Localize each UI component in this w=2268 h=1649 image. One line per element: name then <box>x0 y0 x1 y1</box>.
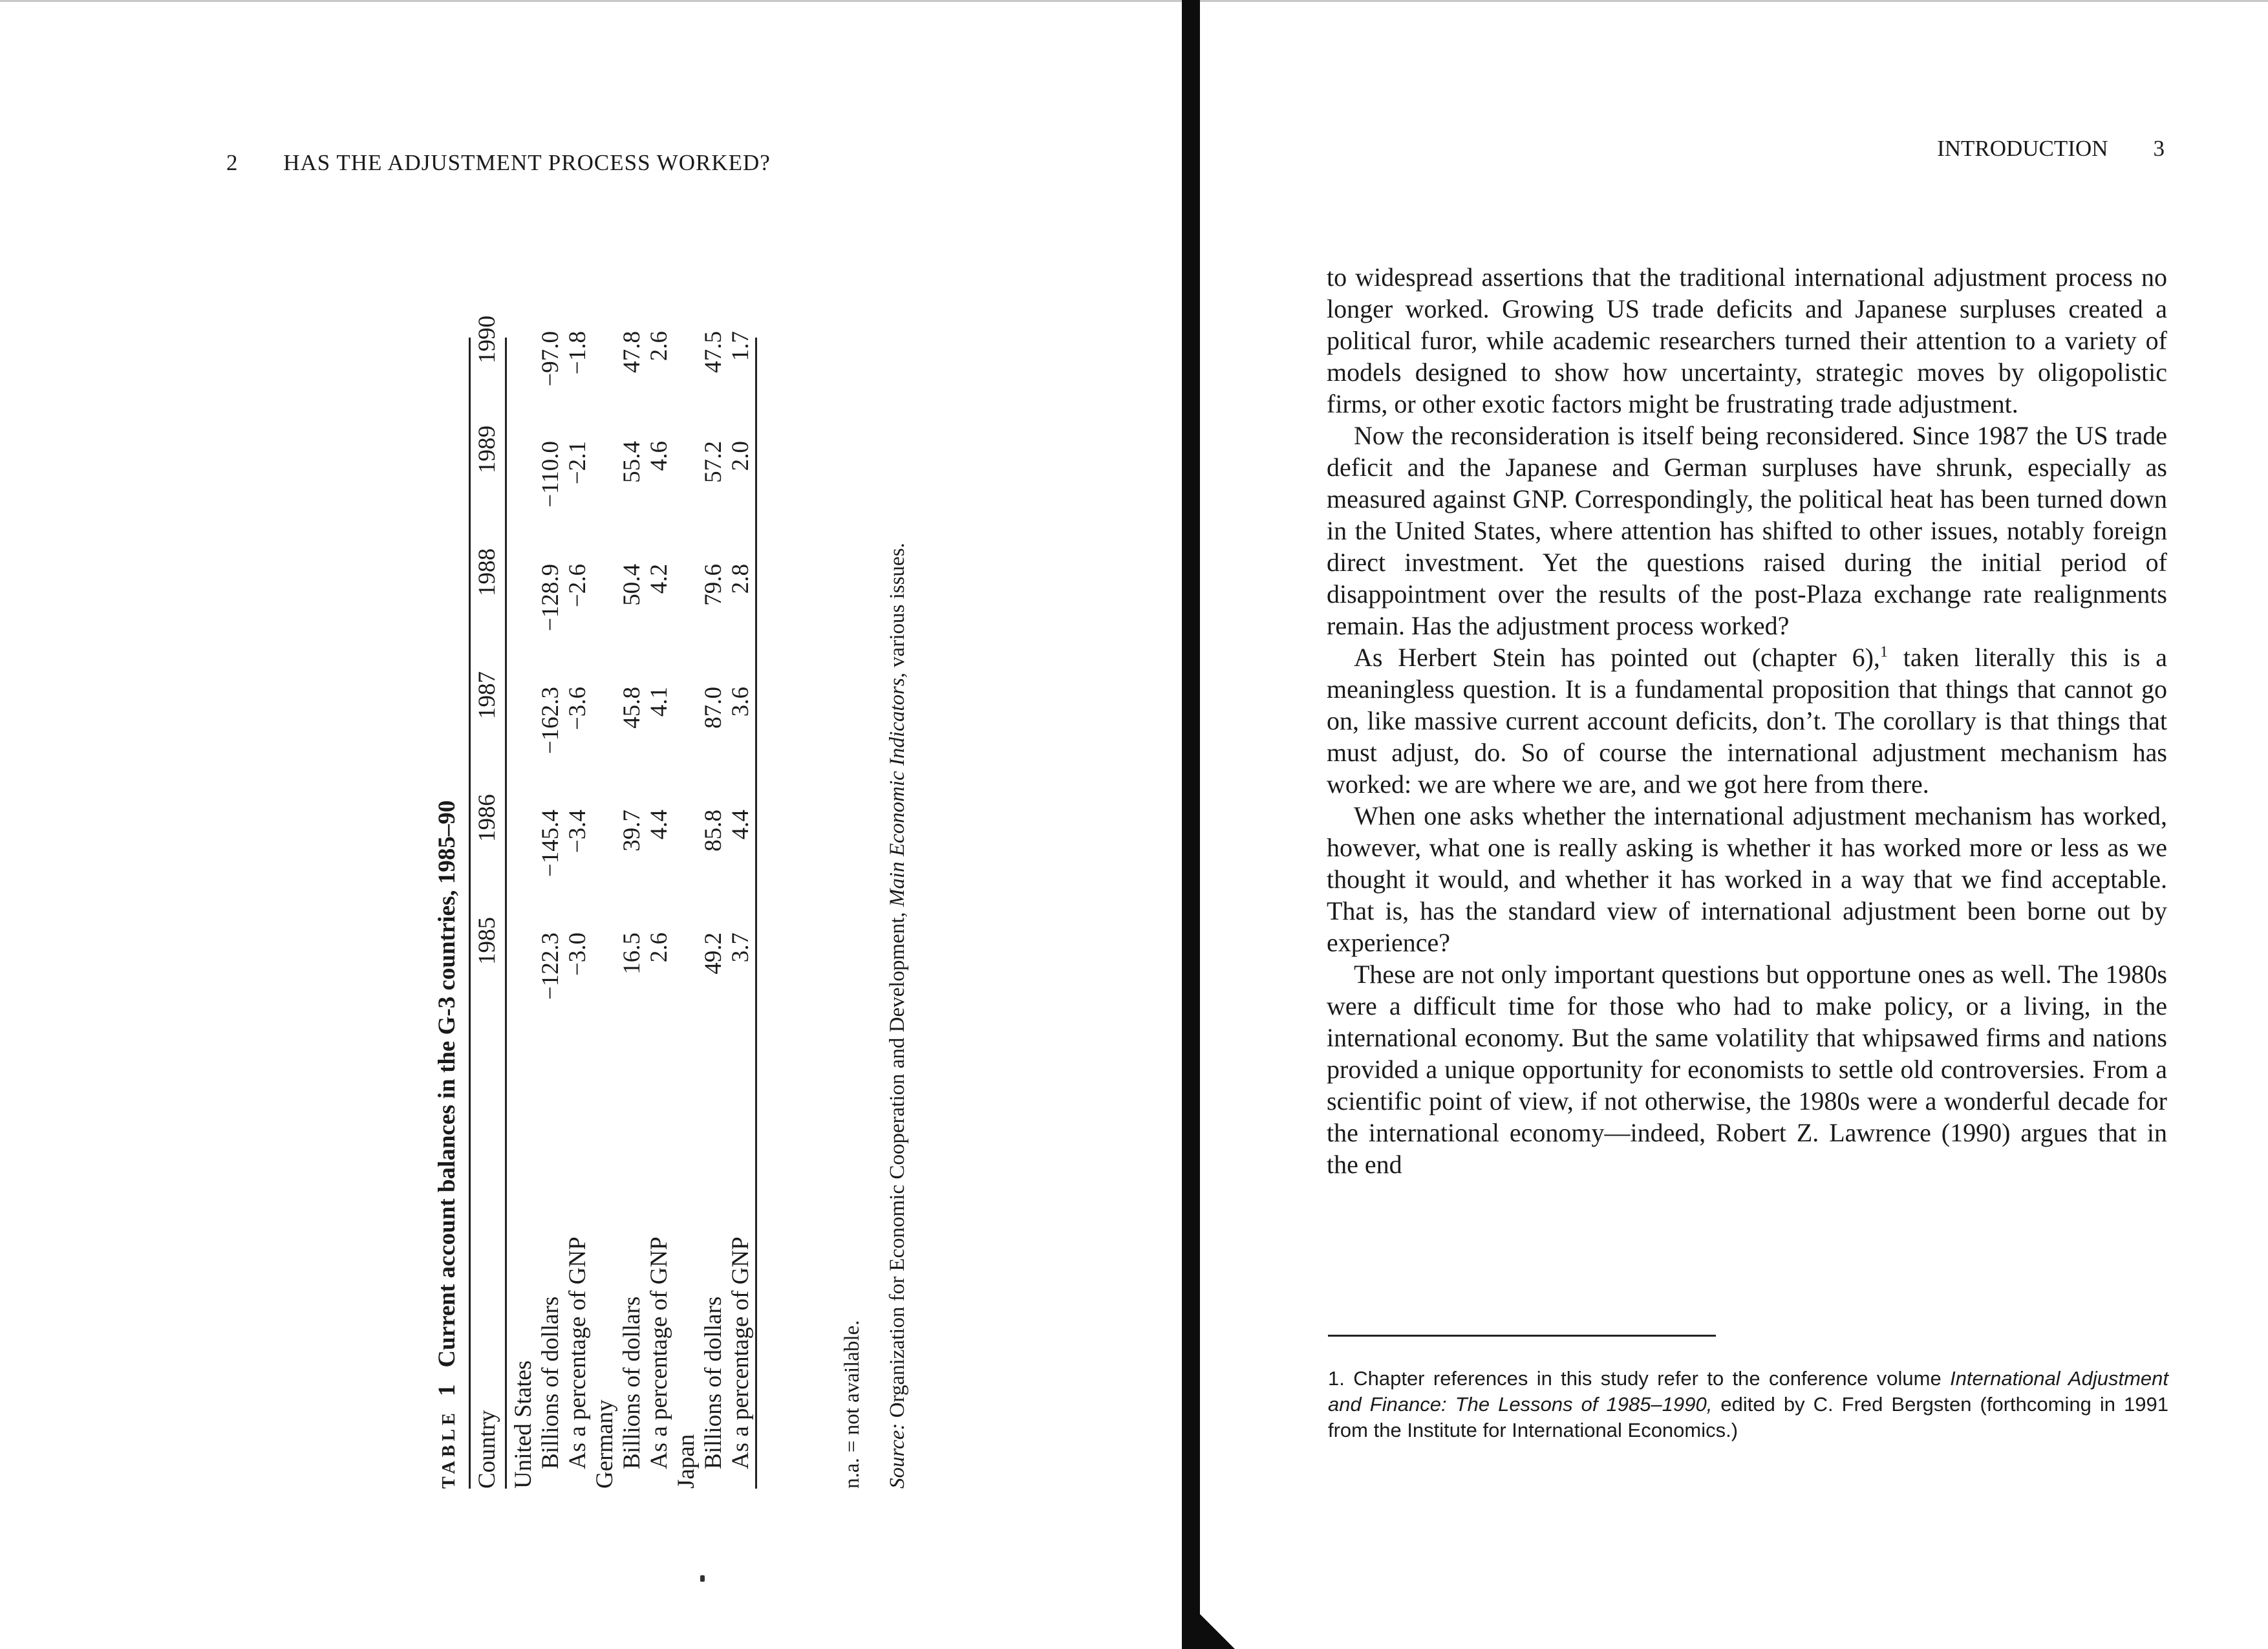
table-cell: −162.3 <box>537 687 564 755</box>
table-cell: −128.9 <box>537 564 564 632</box>
body-text <box>1327 261 2167 1180</box>
table-cell: 2.8 <box>727 564 754 594</box>
table-notes <box>840 273 944 1489</box>
table-cell: −3.4 <box>564 810 591 854</box>
table-cell: 1.7 <box>727 331 754 361</box>
paragraph-2: Now the reconsideration is itself being reconsidered. Since 1987 the US trade deficit and the Japanese and German surpluses have shrunk, especially as measured against GNP. Correspondingly, the political heat has been turned down in the United States, where attention has shifted to other issues, notably foreign direct investment. Yet the questions raised during the initial period of disappointment over the results of the post-Plaza exchange rate realignments remain. Has the adjustment process worked? <box>1327 421 2167 640</box>
right-page-number: 3 <box>2153 136 2165 161</box>
table-note-na: n.a. = not available. <box>840 1320 864 1489</box>
table-cell: 16.5 <box>619 932 645 975</box>
table-cell: 57.2 <box>700 441 727 483</box>
table-cell: 4.6 <box>646 441 672 471</box>
right-running-head <box>1937 136 2165 162</box>
row-label: As a percentage of GNP <box>564 1236 591 1469</box>
table-cell: −3.6 <box>564 687 591 731</box>
footnote-text-b: edited by C. Fred Bergsten (forthcoming in 1991 from the Institute for International Economics.) <box>1328 1393 2168 1441</box>
table-cell: 3.7 <box>727 932 754 963</box>
stub-header: Country <box>474 1410 500 1489</box>
paragraph-3 <box>1327 641 2167 800</box>
footnote-ref-1[interactable]: 1 <box>1879 643 1888 661</box>
footnote-book-title: International Adjustment and Finance: The Lessons of 1985–1990, <box>1328 1367 2168 1416</box>
footnote-text-a: 1. Chapter references in this study refer to the conference volume <box>1328 1367 1951 1390</box>
book-gutter <box>1182 0 1200 1649</box>
table-source <box>886 543 910 1489</box>
table-cell: 47.5 <box>700 331 727 373</box>
paragraph-3-end: taken literally this is a meaningless question. It is a fundamental proposition that things that cannot go on, like massive current account deficits, don’t. The corollary is that things that must adjust, do. So of course the international adjustment mechanism has worked: we are where we are, and we got here from there. <box>1327 643 2168 799</box>
paragraph-5: These are not only important questions but opportune ones as well. The 1980s were a difficult time for those who had to make policy, or a living, in the international economy. But the same volatility that whipsawed firms and nations provided a unique opportunity for economists to settle old controversies. From a scientific point of view, if not otherwise, the 1980s were a wonderful decade for the international economy—indeed, Robert Z. Lawrence (1990) argues that in the end <box>1327 960 2167 1179</box>
row-label: Billions of dollars <box>700 1296 727 1469</box>
table-cell: 4.4 <box>646 810 672 840</box>
table-cell: −2.1 <box>564 441 591 485</box>
paragraph-1: to widespread assertions that the traditional international adjustment process no longer worked. Growing US trade deficits and Japanese surpluses created a political furor, while academic researchers turned their attention to a variety of models designed to show how uncertainty, strategic moves by oligopolistic firms, or other exotic factors might be frustrating trade adjustment. <box>1327 263 2167 418</box>
table-header-rule <box>505 338 507 1489</box>
table-cell: −1.8 <box>564 331 591 375</box>
row-label: Billions of dollars <box>537 1296 564 1469</box>
col-header-1985: 1985 <box>474 917 500 965</box>
table-cell: 85.8 <box>700 810 727 852</box>
group-united-states: United States <box>510 1360 537 1489</box>
footnote-1 <box>1328 1366 2168 1443</box>
table-cell: −145.4 <box>537 810 564 878</box>
table-cell: 2.0 <box>727 441 754 471</box>
table-cell: 4.1 <box>646 687 672 717</box>
paragraph-4: When one asks whether the international adjustment mechanism has worked, however, what one is really asking is whether it has worked more or less as we thought it would, and whether it has worked in a way that we find acceptable. That is, has the standard view of international adjustment been borne out by experience? <box>1327 801 2167 957</box>
paragraph-3-start: As Herbert Stein has pointed out (chapter 6), <box>1354 643 1880 672</box>
source-title: Main Economic Indicators, <box>886 673 909 907</box>
table-cell: −110.0 <box>537 441 564 508</box>
table-cell: 79.6 <box>700 564 727 606</box>
table-cell: 55.4 <box>619 441 645 483</box>
source-text-2: various issues. <box>886 543 909 667</box>
table-cell: 47.8 <box>619 331 645 373</box>
col-header-1988: 1988 <box>474 548 500 596</box>
table-top-rule <box>469 338 471 1489</box>
table-cell: −97.0 <box>537 331 564 387</box>
row-label: As a percentage of GNP <box>727 1236 754 1469</box>
table-bottom-rule <box>755 338 757 1489</box>
table-number: 1 <box>434 1384 460 1397</box>
book-gutter-shadow <box>1190 1604 1235 1649</box>
table-cell: 45.8 <box>619 687 645 729</box>
table-title <box>433 801 461 1489</box>
source-label: Source: <box>886 1423 909 1489</box>
table-title-text: Current account balances in the G-3 countries, 1985–90 <box>434 800 460 1368</box>
group-japan: Japan <box>673 1434 700 1489</box>
table-cell: 4.4 <box>727 810 754 840</box>
col-header-1986: 1986 <box>474 794 500 842</box>
table-cell: 39.7 <box>619 810 645 852</box>
scan-speck <box>700 1575 705 1582</box>
table-cell: 4.2 <box>646 564 672 594</box>
table-cell: 3.6 <box>727 687 754 717</box>
table-cell: 87.0 <box>700 687 727 729</box>
group-germany: Germany <box>592 1399 618 1489</box>
table-cell: 50.4 <box>619 564 645 606</box>
col-header-1989: 1989 <box>474 426 500 473</box>
table-1 <box>129 273 763 1489</box>
row-label: As a percentage of GNP <box>646 1236 672 1469</box>
left-running-head <box>226 150 771 176</box>
source-text-1: Organization for Economic Cooperation and Development, <box>886 912 909 1418</box>
table-cell: 2.6 <box>646 331 672 361</box>
table-cell: −3.0 <box>564 932 591 976</box>
table-cell: 2.6 <box>646 932 672 963</box>
left-running-head-title: HAS THE ADJUSTMENT PROCESS WORKED? <box>283 150 771 175</box>
table-cell: −2.6 <box>564 564 591 608</box>
table-cell: −122.3 <box>537 932 564 1000</box>
right-running-head-title: INTRODUCTION <box>1937 136 2108 161</box>
table-label: TABLE <box>439 1409 459 1489</box>
table-cell: 49.2 <box>700 932 727 975</box>
row-label: Billions of dollars <box>619 1296 645 1469</box>
footnote-rule <box>1328 1335 1716 1337</box>
col-header-1987: 1987 <box>474 671 500 719</box>
left-page-number: 2 <box>226 150 239 175</box>
col-header-1990: 1990 <box>474 316 500 363</box>
